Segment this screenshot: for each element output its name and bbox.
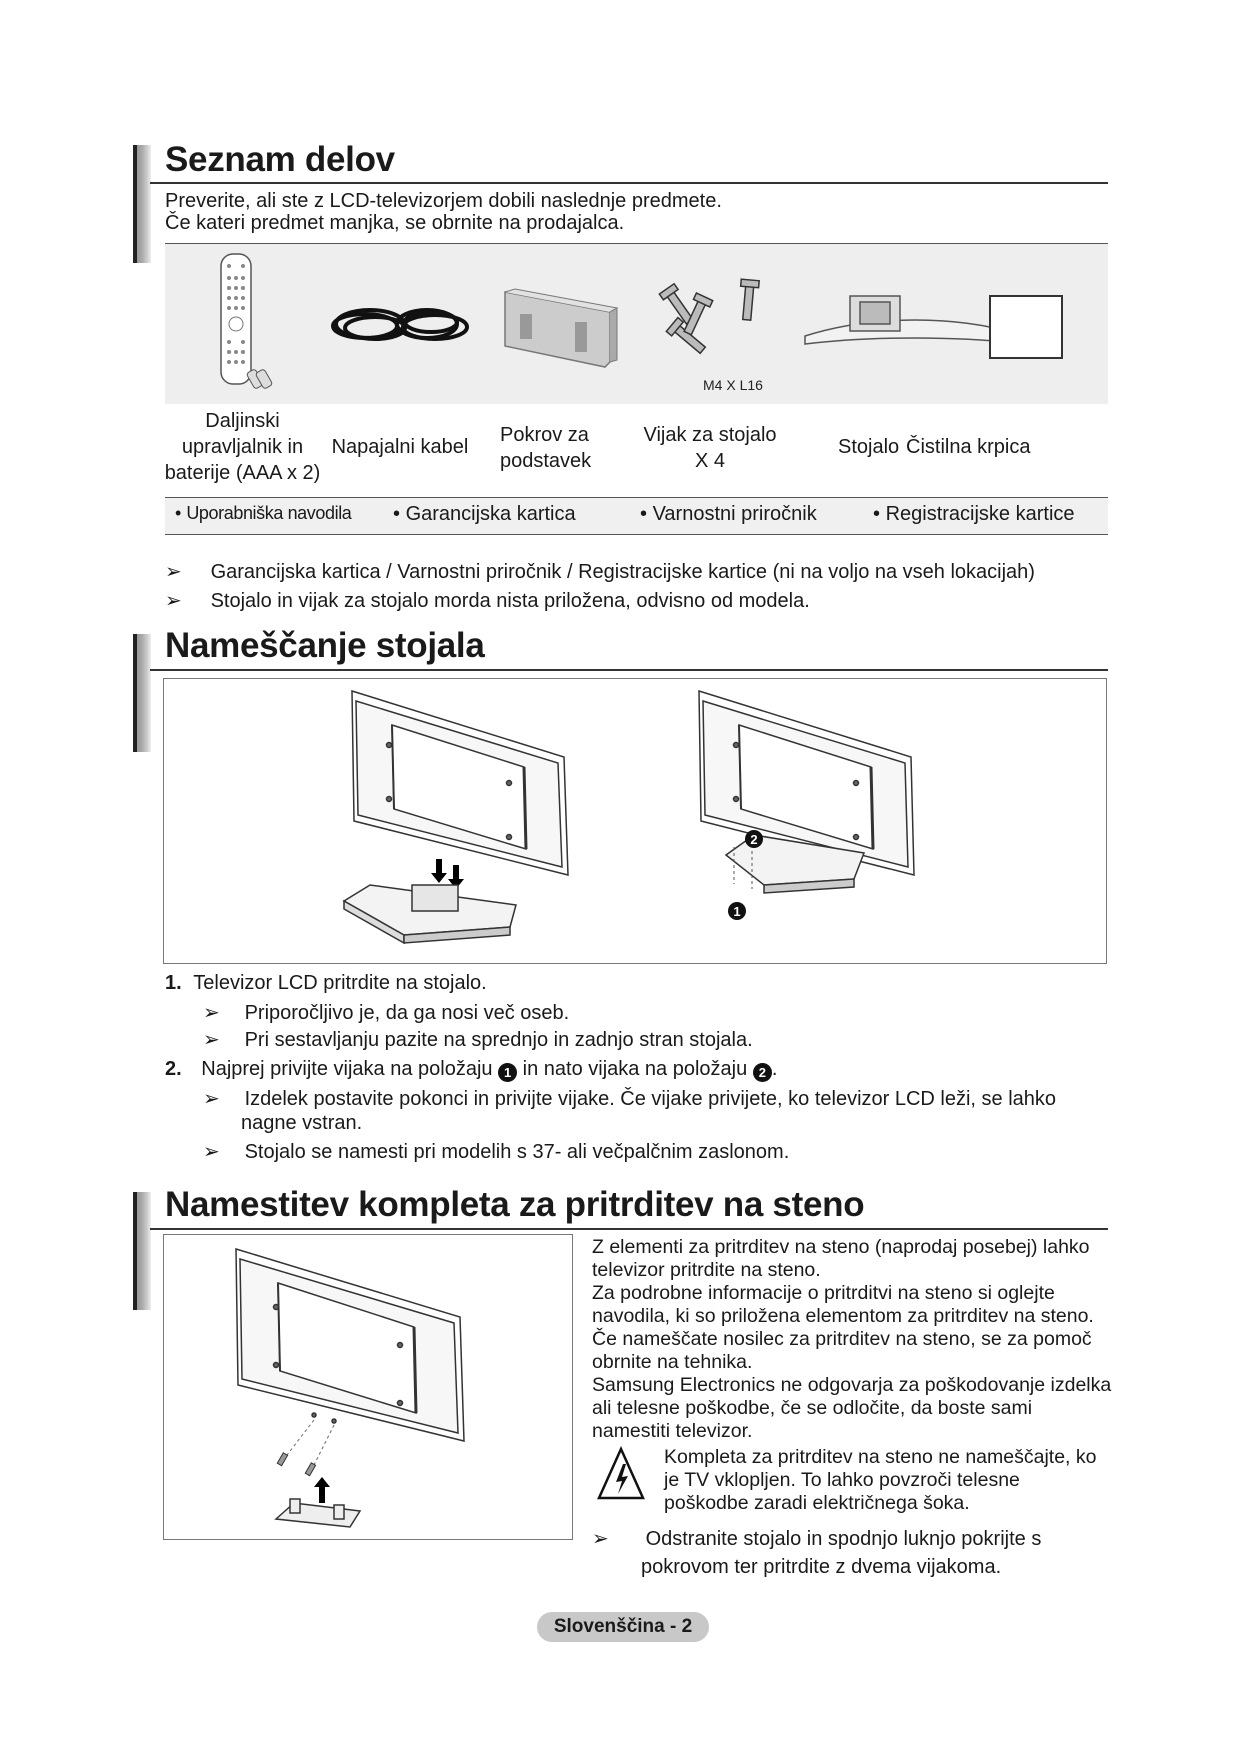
section-bar-3: [133, 1192, 151, 1310]
extras-item-4-text: Registracijske kartice: [885, 503, 1075, 525]
note-arrow-icon: ➢: [165, 590, 182, 612]
step-2-note-1-cont: nagne vstran.: [241, 1112, 363, 1134]
extras-item-1-text: Uporabniška navodila: [186, 503, 352, 523]
cleaning-cloth-image: [990, 296, 1062, 358]
step-2-text-a: Najprej privijte vijaka na položaju: [201, 1058, 493, 1080]
item-stand-cover: [500, 422, 620, 474]
warning-text: Kompleta za pritrditev na steno ne nameščajte, ko je TV vklopljen. To lahko povzroči telesne poškodbe zaradi električnega šoka.: [664, 1446, 1097, 1514]
wall-para-2: Za podrobne informacije o pritrditvi na steno si oglejte navodila, ki so priložena elementom za pritrditev na steno. Če nameščate nosilec za pritrditev na steno, se za pomoč obrnite na tehnika.: [592, 1282, 1094, 1373]
extras-item-2: • Garancijska kartica: [393, 503, 576, 525]
step-1-note-1-text: Priporočljivo je, da ga nosi več oseb.: [244, 1002, 570, 1024]
section-title-wall-mount: Namestitev kompleta za pritrditev na steno: [165, 1185, 865, 1224]
extras-item-4: • Registracijske kartice: [873, 503, 1075, 525]
step-1-text: Televizor LCD pritrdite na stojalo.: [193, 972, 487, 994]
step-1-note-1: [203, 1002, 569, 1025]
marker-2-icon: 2: [753, 1063, 772, 1082]
step-1-number: 1.: [165, 972, 182, 994]
wall-para-3: Samsung Electronics ne odgovarja za poškodovanje izdelka ali telesne poškodbe, če se odločite, da boste sami namestiti televizor.: [592, 1374, 1112, 1442]
item-remote-line2: upravljalnik in: [181, 436, 304, 458]
item-stand: Stojalo: [838, 436, 900, 458]
intro-line-2: Če kateri predmet manjka, se obrnite na prodajalca.: [165, 212, 625, 234]
item-remote-line3: baterije (AAA x 2): [164, 462, 321, 484]
section-title-stand: Nameščanje stojala: [165, 626, 485, 665]
item-cloth: Čistilna krpica: [906, 436, 1031, 458]
item-stand-cover-line1: Pokrov za: [500, 424, 589, 446]
step-1-note-2: [203, 1029, 753, 1052]
extras-item-1: • Uporabniška navodila: [175, 503, 352, 523]
item-stand-screw: [630, 422, 790, 474]
item-cable: Napajalni kabel: [331, 436, 469, 458]
extras-rule-bottom: [165, 534, 1108, 535]
screw-size-label: M4 X L16: [703, 377, 763, 393]
note-2-text: Stojalo in vijak za stojalo morda nista priložena, odvisno od modela.: [210, 590, 810, 612]
item-remote: [160, 408, 325, 486]
wall-note-cont: pokrovom ter pritrdite z dvema vijakoma.: [641, 1556, 1002, 1578]
note-arrow-icon: ➢: [165, 561, 182, 583]
stand-assembly-figure: [163, 678, 1107, 964]
note-1-text: Garancijska kartica / Varnostni priročnik / Registracijske kartice (ni na voljo na vseh lokacijah): [210, 561, 1035, 583]
note-1: [165, 561, 1035, 584]
note-arrow-icon: ➢: [592, 1528, 609, 1550]
intro-line-1: Preverite, ali ste z LCD-televizorjem dobili naslednje predmete.: [165, 190, 722, 212]
step-2-note-2: [203, 1141, 789, 1164]
marker-1-label: 1: [733, 904, 741, 919]
note-arrow-icon: ➢: [203, 1002, 220, 1024]
step-2-text-c: .: [771, 1058, 778, 1080]
note-arrow-icon: ➢: [203, 1141, 220, 1163]
step-1: [165, 972, 487, 995]
marker-2-label: 2: [750, 832, 758, 847]
item-remote-line1: Daljinski: [205, 410, 280, 432]
note-arrow-icon: ➢: [203, 1029, 220, 1051]
title-rule-2: [150, 669, 1108, 671]
step-1-note-2-text: Pri sestavljanju pazite na sprednjo in zadnjo stran stojala.: [244, 1029, 753, 1051]
item-stand-cover-line2: podstavek: [500, 450, 592, 472]
marker-1-icon: [728, 902, 746, 920]
section-bar-2: [133, 634, 151, 752]
marker-2-icon: [745, 830, 763, 848]
wall-note-line1: Odstranite stojalo in spodnjo luknjo pokrijte s: [645, 1528, 1042, 1550]
note-arrow-icon: ➢: [203, 1088, 220, 1110]
extras-item-3: • Varnostni priročnik: [640, 503, 817, 525]
warning-icon: [596, 1446, 646, 1502]
wall-para-1: Z elementi za pritrditev na steno (naprodaj posebej) lahko televizor pritrdite na steno.: [592, 1236, 1090, 1281]
step-2-note-1: [203, 1088, 1056, 1111]
wall-note: [592, 1528, 1041, 1551]
step-2-number: 2.: [165, 1058, 182, 1080]
title-rule-3: [150, 1228, 1108, 1230]
marker-1-icon: 1: [498, 1063, 517, 1082]
section-title-parts: Seznam delov: [165, 140, 395, 179]
step-2-text-b: in nato vijaka na položaju: [522, 1058, 748, 1080]
step-2: [165, 1058, 777, 1082]
step-2-note-2-text: Stojalo se namesti pri modelih s 37- ali večpalčnim zaslonom.: [244, 1141, 790, 1163]
section-bar-1: [133, 145, 151, 263]
extras-item-2-text: Garancijska kartica: [405, 503, 576, 525]
title-rule-1: [150, 182, 1108, 184]
parts-illustration: [165, 244, 1108, 404]
item-stand-screw-line2: X 4: [694, 450, 726, 472]
page-number-badge: Slovenščina - 2: [537, 1612, 709, 1642]
wall-mount-figure: [163, 1234, 573, 1540]
extras-item-3-text: Varnostni priročnik: [652, 503, 817, 525]
item-stand-screw-line1: Vijak za stojalo: [643, 424, 777, 446]
step-2-note-1-line1: Izdelek postavite pokonci in privijte vijake. Če vijake privijete, ko televizor LCD leži, se lahko: [244, 1088, 1057, 1110]
note-2: [165, 590, 810, 613]
